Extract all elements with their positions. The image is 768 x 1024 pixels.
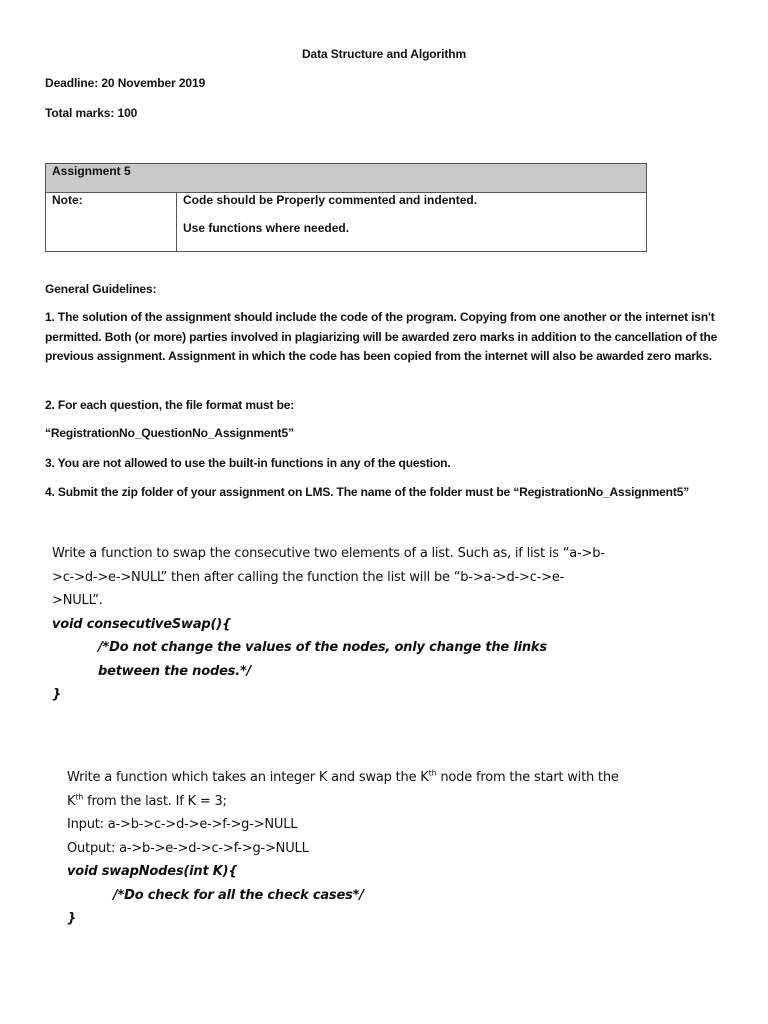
question-2-text-part-3: from the last. If K = 3; [83, 793, 227, 809]
question-2-text-part-1: Write a function which takes an integer K and swap the K [67, 770, 429, 785]
question-2-block [67, 766, 627, 931]
assignment-table [45, 163, 647, 252]
question-2-closing-brace: } [67, 911, 77, 926]
question-2-superscript-1: th [428, 768, 437, 778]
question-1-comment: /*Do not change the values of the nodes, only change the links between the nodes.*/ [98, 640, 547, 679]
note-content [177, 193, 647, 252]
question-2-comment: /*Do check for all the check cases*/ [113, 887, 364, 903]
question-2-superscript-2: th [75, 792, 84, 802]
question-2-input: Input: a->b->c->d->e->f->g->NULL [67, 817, 298, 832]
question-1-block [52, 542, 612, 707]
question-1-closing-brace: } [52, 687, 62, 702]
document-title: Data Structure and Algorithm [301, 47, 467, 61]
question-1-signature: void consecutiveSwap(){ [52, 616, 232, 632]
question-2-output: Output: a->b->e->d->c->f->g->NULL [67, 840, 309, 856]
guidelines-heading: General Guidelines: [45, 282, 157, 296]
guideline-item-2: 2. For each question, the file format must be: [45, 398, 295, 412]
question-1-text: Write a function to swap the consecutive two elements of a list. Such as, if list is “a->b->c->d->e->NULL” then after calling the function the list will be “b->a->d->c->e->NULL”. [52, 546, 605, 608]
guideline-item-3: 3. You are not allowed to use the built-in functions in any of the question. [45, 456, 451, 470]
deadline-text: Deadline: 20 November 2019 [45, 76, 206, 90]
guideline-item-4: 4. Submit the zip folder of your assignment on LMS. The name of the folder must be “RegistrationNo_Assignment5” [45, 485, 690, 499]
question-2-signature: void swapNodes(int K){ [67, 864, 238, 879]
guideline-item-2-format: “RegistrationNo_QuestionNo_Assignment5” [45, 426, 294, 440]
question-2-text [67, 766, 627, 813]
total-marks-text: Total marks: 100 [45, 106, 138, 120]
question-2-text-part-2: node from the start with the K [67, 770, 619, 809]
guideline-item-1: 1. The solution of the assignment should include the code of the program. Copying from one another or the internet isn't permitted. Both (or more) parties involved in plagiarizing will be awarded zero marks in addition to the cancellation of the previous assignment. Assignment in which the code has been copied from the internet will also be awarded zero marks. [45, 310, 718, 363]
note-line-1: Code should be Properly commented and indented. [183, 193, 478, 207]
assignment-table-header-row [46, 164, 647, 193]
assignment-note-row [46, 193, 647, 252]
note-line-2: Use functions where needed. [183, 221, 350, 235]
note-label: Note: [46, 193, 177, 252]
assignment-heading: Assignment 5 [46, 164, 647, 193]
